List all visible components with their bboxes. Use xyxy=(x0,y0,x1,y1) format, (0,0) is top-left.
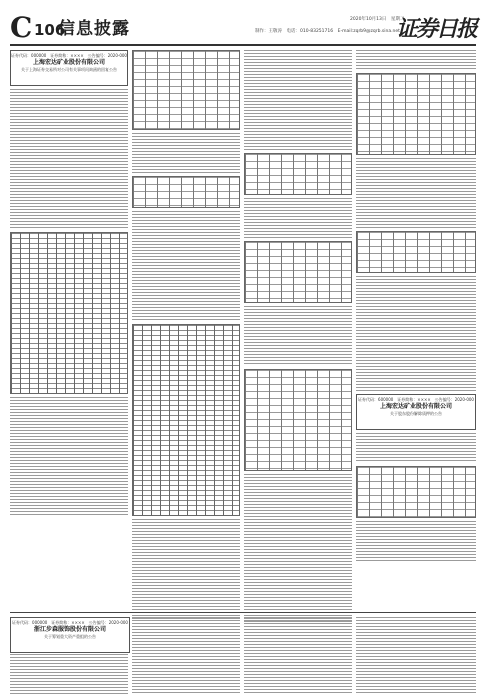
text-block xyxy=(10,654,128,694)
notice-header-right xyxy=(356,394,476,430)
contact-line: 制作：王敬涛 电话：010-83251716 E-mail:zqrb9@zqrb.sina.net xyxy=(255,29,400,34)
notice-title: 关于股东股份解除质押的公告 xyxy=(390,411,442,416)
text-block xyxy=(244,50,352,150)
data-table xyxy=(244,153,352,195)
data-table xyxy=(356,231,476,273)
date-line: 2020年10月13日 星期二 xyxy=(350,17,405,22)
text-block xyxy=(244,306,352,366)
page-number: 106 xyxy=(34,21,66,39)
text-block xyxy=(132,211,240,321)
text-block xyxy=(132,519,240,619)
text-block xyxy=(244,474,352,624)
notice-company: 上海宏达矿业股份有限公司 xyxy=(379,403,452,410)
text-block xyxy=(356,617,476,694)
section-letter: C xyxy=(10,11,33,44)
data-table xyxy=(132,50,240,130)
masthead xyxy=(10,11,476,46)
text-block xyxy=(356,276,476,391)
notice-code-line: 证券代码：600000 证券简称：×××× 公告编号：2020-000 xyxy=(358,397,474,402)
text-block xyxy=(356,50,476,70)
column-3 xyxy=(244,50,352,624)
text-block xyxy=(356,158,476,228)
notice-code-line: 证券代码：000000 证券简称：×××× 公告编号：2020-000 xyxy=(11,53,127,58)
text-block xyxy=(132,617,240,694)
notice-header-top-left xyxy=(10,50,128,86)
text-block xyxy=(10,397,128,517)
notice-code-line: 证券代码：000000 证券简称：×××× 公告编号：2020-000 xyxy=(12,620,128,625)
notice-header-bottom-left xyxy=(10,617,130,653)
text-block xyxy=(132,133,240,173)
notice-title: 关于上海证券交易所对公司有关事项问询函的回复公告 xyxy=(21,67,117,72)
data-table xyxy=(244,369,352,471)
newspaper-logo: 证券日报 xyxy=(395,16,476,42)
text-block xyxy=(244,617,352,694)
notice-title: 关于筹划重大资产重组的公告 xyxy=(44,634,96,639)
section-divider xyxy=(10,612,476,613)
column-1 xyxy=(10,50,128,517)
column-2 xyxy=(132,50,240,619)
text-block xyxy=(356,521,476,561)
column-4 xyxy=(356,50,476,561)
section-title: 信息披露 xyxy=(58,19,130,39)
text-block xyxy=(10,89,128,229)
notice-company: 浙江步森服饰股份有限公司 xyxy=(33,626,106,633)
data-table xyxy=(244,241,352,303)
data-table xyxy=(356,466,476,518)
data-table xyxy=(356,73,476,155)
text-block xyxy=(244,198,352,238)
text-block xyxy=(356,433,476,463)
data-table xyxy=(132,176,240,208)
data-table xyxy=(132,324,240,516)
notice-company: 上海宏达矿业股份有限公司 xyxy=(32,59,105,66)
data-table xyxy=(10,232,128,394)
